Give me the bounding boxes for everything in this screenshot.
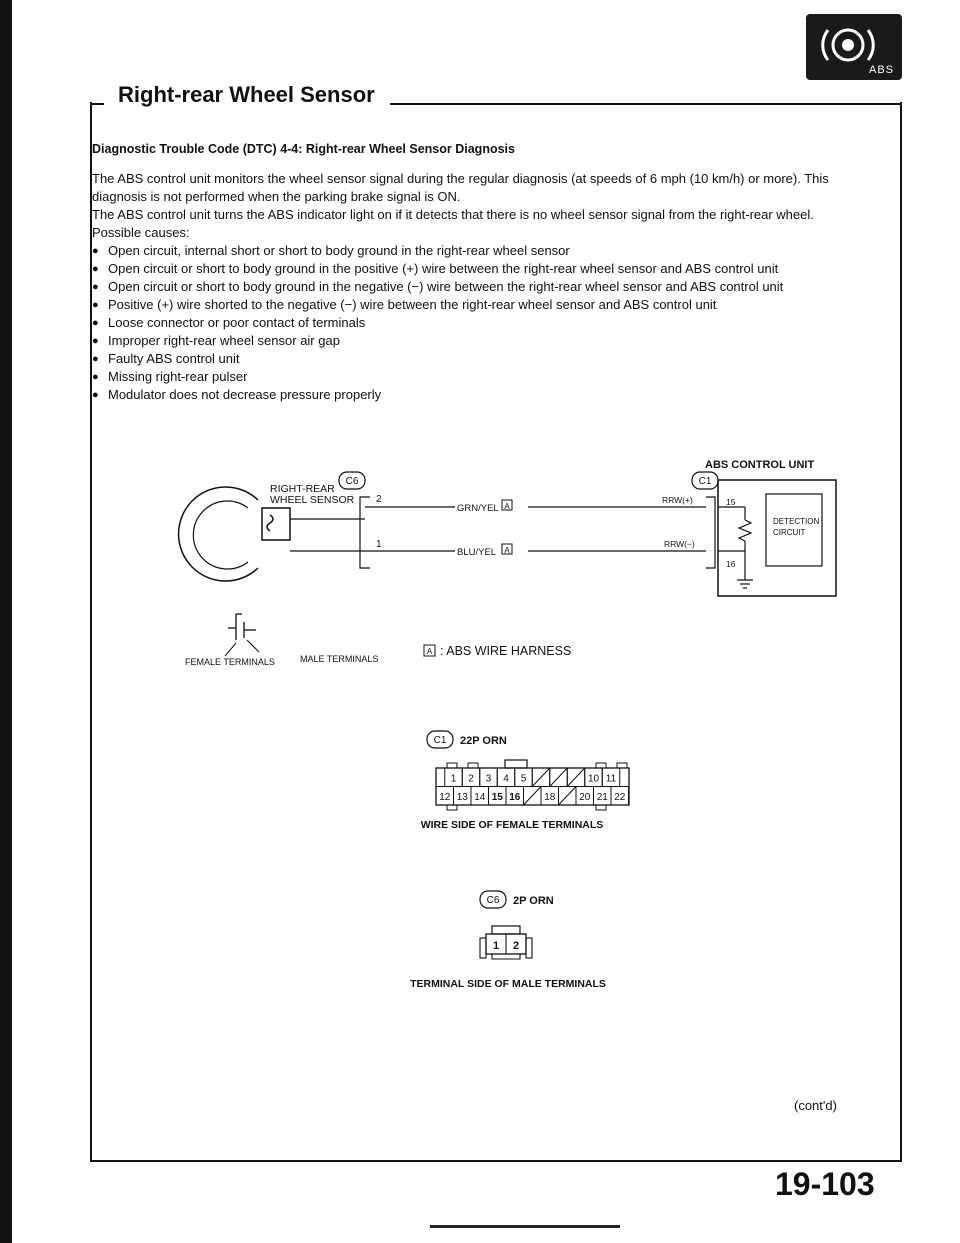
- c1-terminal-number: 14: [474, 792, 486, 803]
- harness-marker: A: [504, 502, 510, 511]
- page-title: Right-rear Wheel Sensor: [118, 82, 375, 107]
- cause-item: ● Faulty ABS control unit: [92, 350, 882, 368]
- cause-item: ● Open circuit or short to body ground in the positive (+) wire between the right-rear wheel sensor and ABS control unit: [92, 260, 882, 278]
- c6-caption: TERMINAL SIDE OF MALE TERMINALS: [410, 978, 606, 990]
- cause-item: ● Open circuit, internal short or short to body ground in the right-rear wheel sensor: [92, 242, 882, 260]
- rrw-plus: RRW(+): [662, 495, 693, 505]
- paragraph-indicator: The ABS control unit turns the ABS indicator light on if it detects that there is no wheel sensor signal from the right-rear wheel.: [92, 207, 814, 222]
- female-terminals-label: FEMALE TERMINALS: [185, 657, 275, 667]
- c1-terminal-number: 21: [596, 792, 608, 803]
- legend-text: : ABS WIRE HARNESS: [440, 644, 572, 658]
- paragraph-monitoring: The ABS control unit monitors the wheel sensor signal during the regular diagnosis (at speeds of 6 mph (10 km/h) or more). This diagnosis is not performed when the parking brake signal is ON.: [92, 171, 829, 204]
- c1-empty-slot: [550, 768, 568, 787]
- c1-empty-slot: [532, 768, 550, 787]
- detection-label-1: DETECTION: [773, 517, 820, 526]
- cause-item: ● Improper right-rear wheel sensor air gap: [92, 332, 882, 350]
- c1-terminal-number: 12: [439, 792, 451, 803]
- resistor-icon: [739, 520, 751, 541]
- c6-spec: 2P ORN: [513, 895, 554, 907]
- c6-pin-2: 2: [376, 494, 382, 505]
- detection-label-2: CIRCUIT: [773, 528, 806, 537]
- c6-pin-cell: 1: [492, 940, 500, 952]
- c1-terminal-number: 1: [450, 773, 457, 785]
- c1-terminal-number: 20: [579, 792, 591, 803]
- c1-terminal-number: 11: [605, 773, 617, 785]
- abs-badge-label: ABS: [868, 64, 894, 76]
- pin-16: 16: [726, 559, 736, 569]
- pin-15: 15: [726, 497, 736, 507]
- c1-terminal-number: 2: [468, 773, 474, 785]
- sensor-label-line1: RIGHT-REAR: [270, 483, 335, 495]
- c1-caption: WIRE SIDE OF FEMALE TERMINALS: [420, 819, 604, 831]
- cause-item: ● Loose connector or poor contact of terminals: [92, 314, 882, 332]
- sensor-label-line2: WHEEL SENSOR: [270, 494, 355, 506]
- bottom-rule: [430, 1225, 620, 1228]
- c1-terminal-number: 13: [456, 792, 468, 803]
- male-terminals-label: MALE TERMINALS: [300, 654, 379, 664]
- wire-blu-yel: BLU/YEL: [457, 547, 497, 558]
- wire-grn-yel: GRN/YEL: [457, 503, 499, 514]
- c1-terminal-cells: [436, 768, 629, 805]
- continued-label: (cont'd): [794, 1098, 837, 1113]
- c6-connector-face: [480, 926, 532, 959]
- rrw-minus: RRW(−): [664, 539, 695, 549]
- c1-label: C1: [698, 476, 712, 487]
- legend-marker: A: [426, 647, 433, 656]
- c6-face-label: C6: [486, 895, 500, 906]
- c1-spec: 22P ORN: [460, 735, 507, 747]
- c1-terminal-number: 15: [491, 792, 503, 803]
- cause-item: ● Missing right-rear pulser: [92, 368, 882, 386]
- c1-terminal-number: 5: [520, 773, 527, 785]
- c1-empty-slot: [524, 787, 542, 806]
- c1-terminal-number: 10: [587, 773, 600, 785]
- control-unit-label: ABS CONTROL UNIT: [705, 459, 815, 471]
- c1-empty-slot: [567, 768, 585, 787]
- c1-terminal-number: 16: [509, 792, 521, 803]
- c1-terminal-number: 22: [614, 792, 626, 803]
- c6-pin-1: 1: [376, 539, 382, 550]
- cause-item: ● Open circuit or short to body ground in the negative (−) wire between the right-rear wheel sensor and ABS control unit: [92, 278, 882, 296]
- c1-terminal-number: 3: [485, 773, 492, 785]
- control-unit-box: [718, 480, 836, 596]
- cause-item: ● Positive (+) wire shorted to the negative (−) wire between the right-rear wheel sensor and ABS control unit: [92, 296, 882, 314]
- harness-marker: A: [504, 546, 510, 555]
- c1-empty-slot: [559, 787, 577, 806]
- c6-pin-cell: 2: [512, 940, 520, 952]
- cause-item: ● Modulator does not decrease pressure properly: [92, 386, 882, 404]
- dtc-heading: Diagnostic Trouble Code (DTC) 4-4: Right-rear Wheel Sensor Diagnosis: [92, 142, 515, 156]
- terminal-symbol-icon: [225, 614, 259, 656]
- c1-terminal-number: 18: [544, 792, 556, 803]
- c1-face-label: C1: [433, 735, 447, 746]
- c1-terminal-number: 4: [503, 773, 509, 785]
- causes-heading: Possible causes:: [92, 225, 190, 240]
- c6-label: C6: [345, 476, 359, 487]
- page-number: 19-103: [775, 1166, 875, 1202]
